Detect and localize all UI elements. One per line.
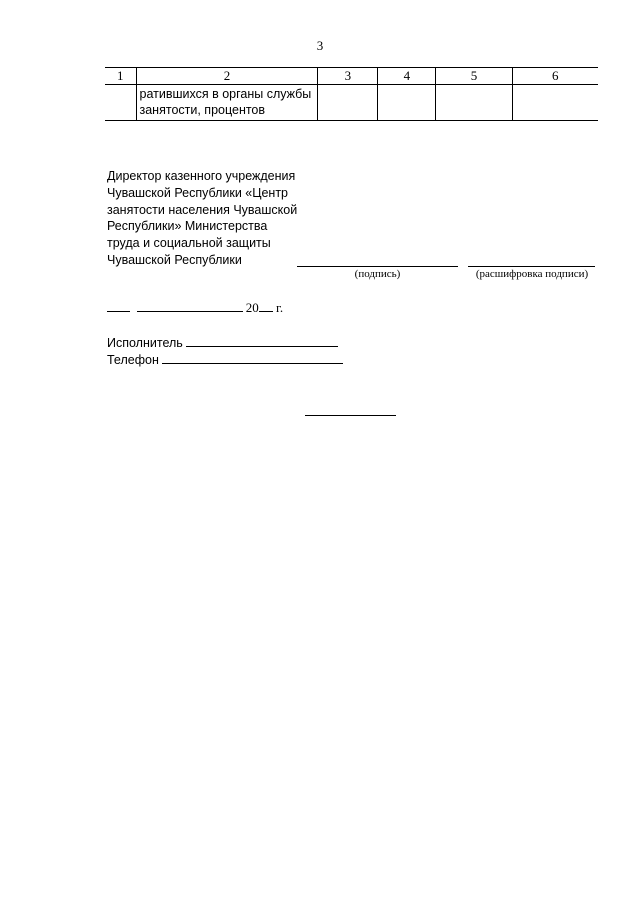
table-header-row: [105, 68, 598, 85]
row-cell-2-line-2: занятости, процентов: [139, 103, 266, 117]
director-line-6: Чувашской Республики: [107, 252, 242, 267]
executor-label: Исполнитель: [107, 336, 183, 350]
executor-blank: [186, 333, 338, 347]
director-title: [107, 168, 297, 269]
end-separator: [305, 415, 396, 416]
director-line-2: Чувашской Республики «Центр: [107, 185, 289, 200]
day-blank: [107, 298, 130, 312]
director-line-5: труда и социальной защиты: [107, 236, 271, 251]
row-cell-2: [136, 85, 318, 121]
header-cell-4: 4: [378, 68, 436, 85]
row-cell-3: [318, 85, 378, 121]
month-blank: [137, 298, 243, 312]
header-cell-3: 3: [318, 68, 378, 85]
continuation-table: [105, 67, 598, 121]
row-cell-2-line-1: ратившихся в органы службы: [139, 87, 312, 101]
director-line-3: занятости населения Чувашской: [107, 202, 298, 217]
year-suffix: г.: [276, 300, 284, 315]
phone-blank: [162, 350, 343, 364]
row-cell-1: [105, 85, 136, 121]
director-line-4: Республики» Министерства: [107, 219, 268, 234]
page-number: 3: [316, 38, 324, 53]
row-cell-6: [512, 85, 598, 121]
header-cell-6: 6: [512, 68, 598, 85]
header-cell-5: 5: [436, 68, 512, 85]
decoding-caption: (расшифровка подписи): [475, 268, 589, 280]
year-prefix: 20: [245, 300, 259, 315]
phone-line: [107, 350, 343, 367]
decoding-line: [468, 266, 595, 267]
executor-line: [107, 333, 338, 350]
phone-label: Телефон: [107, 353, 159, 367]
row-cell-5: [436, 85, 512, 121]
header-cell-2: 2: [136, 68, 318, 85]
table-row: [105, 85, 598, 121]
signature-line: [297, 266, 458, 267]
row-cell-4: [378, 85, 436, 121]
date-line: [107, 298, 283, 316]
year-blank: [259, 298, 273, 312]
header-cell-1: 1: [105, 68, 136, 85]
signature-caption: (подпись): [354, 268, 401, 280]
director-line-1: Директор казенного учреждения: [107, 169, 296, 183]
